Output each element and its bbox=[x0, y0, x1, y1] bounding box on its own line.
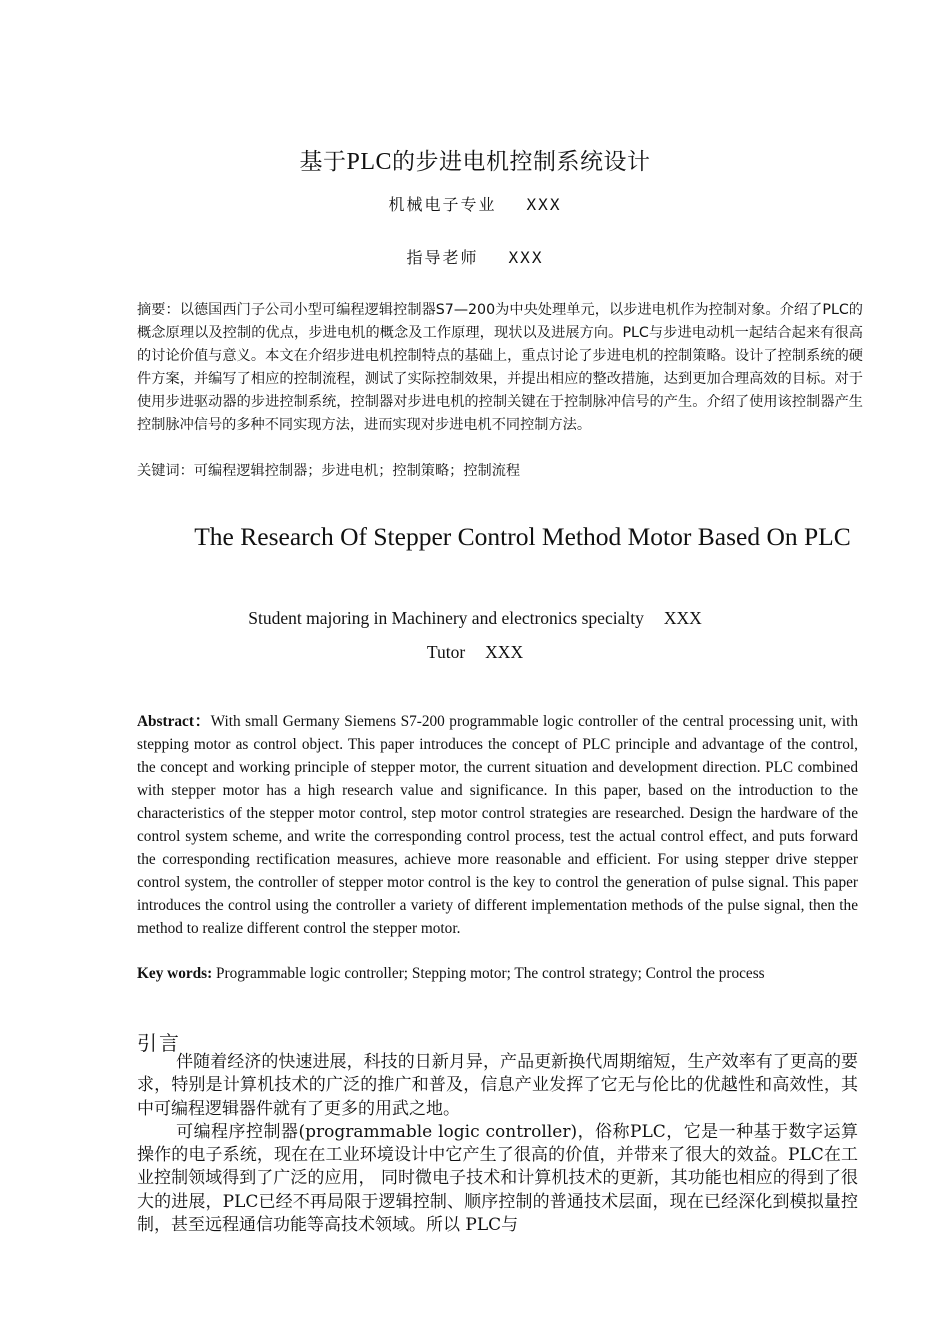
intro-paragraph: 伴随着经济的快速进展，科技的日新月异，产品更新换代周期缩短，生产效率有了更高的要求，特别是计算机技术的广泛的推广和普及，信息产业发挥了它无与伦比的优越性和高效性，其中可编程逻辑器件就有了更多的用武之地。 bbox=[137, 1052, 858, 1119]
author-cn-label: 机械电子专业 bbox=[388, 195, 497, 214]
tutor-cn-label: 指导老师 bbox=[406, 248, 479, 267]
abstract-cn-label: 摘要： bbox=[137, 302, 180, 318]
chinese-tutor-line bbox=[0, 245, 950, 268]
title-cn-pre: 基于 bbox=[299, 149, 347, 175]
title-cn-post: 的步进电机控制系统设计 bbox=[392, 149, 651, 175]
chinese-abstract bbox=[137, 299, 863, 437]
tutor-en-label: Tutor bbox=[426, 642, 466, 662]
keywords-cn-text: 可编程逻辑控制器；步进电机；控制策略；控制流程 bbox=[193, 463, 521, 479]
chinese-keywords bbox=[137, 460, 863, 483]
chinese-title bbox=[0, 143, 950, 176]
english-abstract bbox=[137, 710, 858, 940]
english-keywords bbox=[137, 962, 877, 985]
student-en-name: XXX bbox=[663, 608, 702, 628]
intro-paragraph: 可编程序控制器(programmable logic controller)，俗称PLC，它是一种基于数字运算操作的电子系统，现在在工业环境设计中它产生了很高的价值，并带来了很大的效益。PLC在工业控制领域得到了广泛的应用， 同时微电子技术和计算机技术的更新，其功能也相应的得到了很大的进展，PLC已经不再局限于逻辑控制、顺序控制的普通技术层面，现在已经深化到模拟量控制，甚至远程通信功能等高技术领域。所以 PLC与 bbox=[137, 1121, 858, 1236]
abstract-en-label: Abstract： bbox=[137, 713, 211, 730]
title-cn-latin: PLC bbox=[346, 149, 392, 175]
tutor-en-name: XXX bbox=[485, 642, 524, 662]
keywords-en-label: Key words: bbox=[137, 965, 213, 982]
keywords-en-text: Programmable logic controller; Stepping motor; The control strategy; Control the process bbox=[216, 965, 765, 982]
english-title: The Research Of Stepper Control Method Motor Based On PLC bbox=[194, 522, 851, 551]
abstract-en-text: With small Germany Siemens S7-200 programmable logic controller of the central processing unit, with stepping motor as control object. This paper introduces the concept of PLC principle and advantage of the control, the concept and working principle of stepper motor, the current situation and development direction. PLC combined with stepper motor has a high research value and significance. In this paper, based on the introduction to the characteristics of the stepper motor control, step motor control strategies are researched. Design the hardware of the control system scheme, and write the corresponding control process, test the actual control effect, and puts forward the corresponding rectification measures, achieve more reasonable and efficient. For using stepper drive stepper control system, the controller of stepper motor control is the key to control the generation of pulse signal. This paper introduces the control using the controller a variety of different implementation methods of the pulse signal, then the method to realize different control the stepper motor. bbox=[137, 713, 858, 937]
tutor-cn-name: XXX bbox=[508, 248, 544, 267]
author-cn-name: XXX bbox=[526, 195, 562, 214]
chinese-author-line bbox=[0, 192, 950, 215]
student-en-label: Student majoring in Machinery and electronics specialty bbox=[248, 608, 644, 628]
abstract-cn-text: 以德国西门子公司小型可编程逻辑控制器S7—200为中央处理单元，以步进电机作为控制对象。介绍了PLC的概念原理以及控制的优点，步进电机的概念及工作原理，现状以及进展方向。PLC与步进电动机一起结合起来有很高的讨论价值与意义。本文在介绍步进电机控制特点的基础上，重点讨论了步进电机的控制策略。设计了控制系统的硬件方案，并编写了相应的控制流程，测试了实际控制效果，并提出相应的整改措施，达到更加合理高效的目标。对于使用步进驱动器的步进控制系统，控制器对步进电机的控制关键在于控制脉冲信号的产生。介绍了使用该控制器产生控制脉冲信号的多种不同实现方法，进而实现对步进电机不同控制方法。 bbox=[137, 302, 863, 433]
intro-body bbox=[137, 1051, 858, 1237]
english-student-line bbox=[0, 608, 950, 629]
keywords-cn-label: 关键词： bbox=[137, 463, 194, 479]
english-tutor-line bbox=[0, 642, 950, 663]
intro-heading: 引言 bbox=[137, 1031, 181, 1055]
